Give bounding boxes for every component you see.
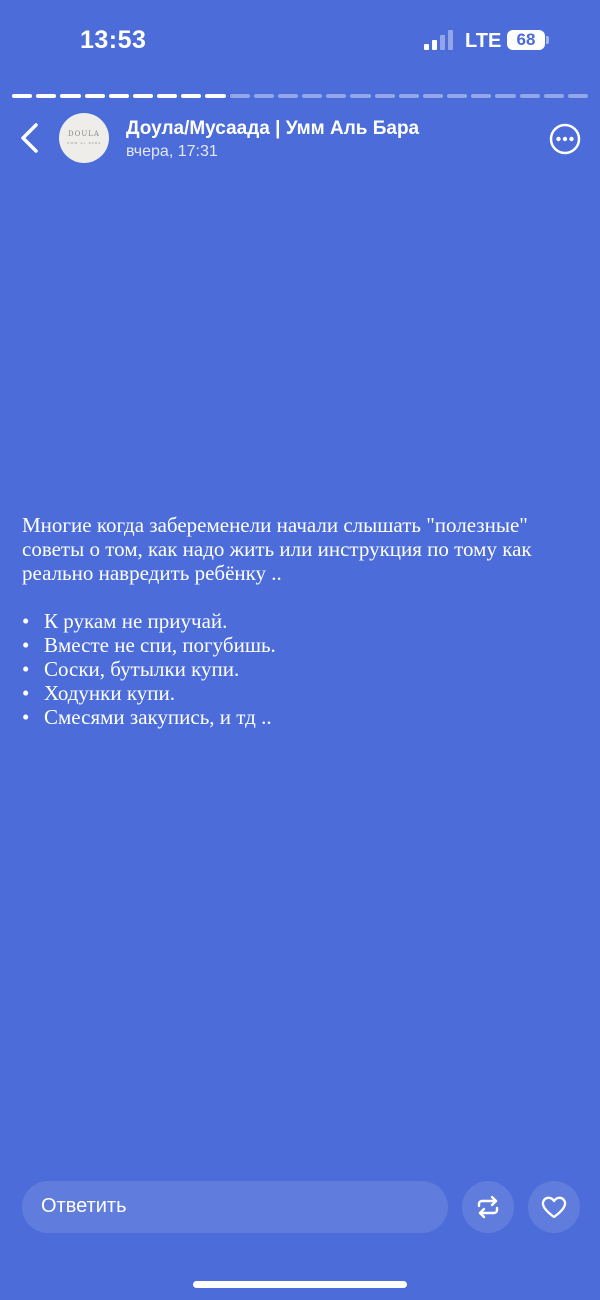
battery-tip xyxy=(546,36,549,44)
story-progress-segment xyxy=(495,94,515,98)
story-progress-segment xyxy=(423,94,443,98)
list-item xyxy=(22,681,582,705)
story-progress-segment xyxy=(568,94,588,98)
list-item-text: Вместе не спи, погубишь. xyxy=(44,633,276,657)
channel-name[interactable]: Доула/Мусаада | Умм Аль Бара xyxy=(126,118,420,139)
post-time: вчера, 17:31 xyxy=(126,143,218,160)
story-progress-segment xyxy=(133,94,153,98)
story-progress-segment xyxy=(544,94,564,98)
story-content xyxy=(22,513,582,729)
list-item xyxy=(22,657,582,681)
list-item-text: Соски, бутылки купи. xyxy=(44,657,240,681)
story-progress-segment xyxy=(230,94,250,98)
story-progress-segment xyxy=(375,94,395,98)
list-item-text: Смесями закупись, и тд .. xyxy=(44,705,272,729)
story-progress-segment xyxy=(278,94,298,98)
heart-icon xyxy=(540,1193,568,1221)
battery-level: 68 xyxy=(516,30,536,49)
list-item xyxy=(22,609,582,633)
more-icon xyxy=(549,123,581,155)
list-item-text: К рукам не приучай. xyxy=(44,609,228,633)
story-progress-segment xyxy=(85,94,105,98)
story-progress-segment xyxy=(157,94,177,98)
list-item xyxy=(22,705,582,729)
story-progress-segment xyxy=(471,94,491,98)
reply-input[interactable] xyxy=(22,1181,448,1233)
story-progress-segment xyxy=(254,94,274,98)
bullet-dot: • xyxy=(22,681,30,705)
repost-icon xyxy=(474,1193,502,1221)
cellular-signal-icon xyxy=(424,30,456,50)
story-progress-segment xyxy=(399,94,419,98)
bullet-dot: • xyxy=(22,609,30,633)
story-header xyxy=(0,110,600,170)
list-item-text: Ходунки купи. xyxy=(44,681,175,705)
status-time: 13:53 xyxy=(80,26,147,54)
chevron-left-icon xyxy=(14,120,46,156)
advice-list xyxy=(22,609,582,729)
more-options-button[interactable] xyxy=(549,123,581,155)
bullet-dot: • xyxy=(22,705,30,729)
story-intro: Многие когда забеременели начали слышать "полезные" советы о том, как надо жить или инструкция по тому как реально навредить ребёнку .. xyxy=(22,513,532,585)
bullet-dot: • xyxy=(22,657,30,681)
like-button[interactable] xyxy=(528,1181,580,1233)
back-button[interactable] xyxy=(14,120,46,156)
reply-placeholder: Ответить xyxy=(41,1195,127,1217)
story-progress-segment xyxy=(181,94,201,98)
network-type: LTE xyxy=(465,30,502,52)
home-indicator[interactable] xyxy=(193,1281,407,1288)
status-bar xyxy=(0,0,600,80)
story-progress-bar xyxy=(12,94,588,98)
avatar-logo-subtext: UMM AL BARA xyxy=(66,141,102,145)
bullet-dot: • xyxy=(22,633,30,657)
story-progress-segment xyxy=(520,94,540,98)
story-progress-segment xyxy=(326,94,346,98)
story-progress-segment xyxy=(109,94,129,98)
story-progress-segment xyxy=(60,94,80,98)
story-progress-segment xyxy=(447,94,467,98)
channel-avatar[interactable] xyxy=(59,113,109,163)
story-progress-segment xyxy=(350,94,370,98)
story-progress-segment xyxy=(12,94,32,98)
avatar-logo-text: DOULA xyxy=(68,130,100,138)
repost-button[interactable] xyxy=(462,1181,514,1233)
list-item xyxy=(22,633,582,657)
battery-icon xyxy=(507,30,545,50)
story-progress-segment xyxy=(205,94,225,98)
story-progress-segment xyxy=(36,94,56,98)
story-progress-segment xyxy=(302,94,322,98)
